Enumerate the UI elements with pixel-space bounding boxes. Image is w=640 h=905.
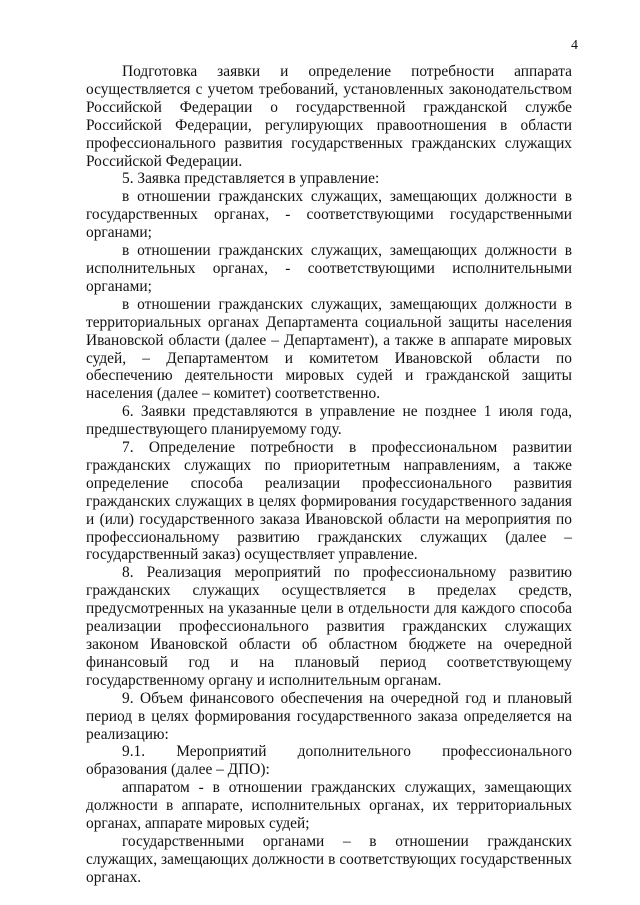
paragraph-6: 6. Заявки представляются в управление не позднее 1 июля года, предшествующего планируемому году. bbox=[86, 403, 572, 439]
paragraph-9: 9. Объем финансового обеспечения на очередной год и плановый период в целях формирования государственного заказа определяется на реализацию: bbox=[86, 689, 572, 743]
document-body bbox=[86, 63, 572, 887]
paragraph-5: 5. Заявка представляется в управление: bbox=[122, 170, 380, 188]
paragraph-9-1-state-bodies: государственными органами – в отношении гражданских служащих, замещающих должности в соответствующих государственных органах. bbox=[86, 832, 572, 886]
paragraph-5-territorial-bodies: в отношении гражданских служащих, замещающих должности в территориальных органах Департамента социальной защиты населения Ивановской области (далее – Департамент), а также в аппарате мировых судей, – Департаментом и комитетом Ивановской области по обеспечению деятельности мировых судей и гражданской защиты населения (далее – комитет) соответственно. bbox=[86, 295, 572, 403]
paragraph-5-executive-bodies: в отношении гражданских служащих, замещающих должности в исполнительных органах, - соответствующими исполнительными органами; bbox=[86, 242, 572, 295]
page-number: 4 bbox=[571, 38, 578, 53]
paragraph-9-1: 9.1. Мероприятий дополнительного профессионального образования (далее – ДПО): bbox=[86, 743, 572, 779]
paragraph-7: 7. Определение потребности в профессиональном развитии гражданских служащих по приоритетным направлениям, а также определение способа реализации профессионального развития гражданских служащих в целях формирования государственного задания и (или) государственного заказа Ивановской области на мероприятия по профессиональному развитию гражданских служащих (далее – государственный заказ) осуществляет управление. bbox=[86, 439, 572, 564]
paragraph-9-1-apparatus: аппаратом - в отношении гражданских служащих, замещающих должности в аппарате, исполнительных органах, их территориальных органах, аппарате мировых судей; bbox=[86, 779, 572, 833]
paragraph-5-state-bodies: в отношении гражданских служащих, замещающих должности в государственных органах, - соответствующими государственными органами; bbox=[86, 188, 572, 242]
paragraph-8: 8. Реализация мероприятий по профессиональному развитию гражданских служащих осуществляется в пределах средств, предусмотренных на указанные цели в отдельности для каждого способа реализации профессионального развития гражданских служащих законом Ивановской области об областном бюджете на очередной финансовый год и на плановый период соответствующему государственному органу и исполнительным органам. bbox=[86, 564, 572, 689]
paragraph-application-preparation: Подготовка заявки и определение потребности аппарата осуществляется с учетом требований, установленных законодательством Российской Федерации о государственной гражданской службе Российской Федерации, регулирующих правоотношения в области профессионального развития государственных гражданских служащих Российской Федерации. bbox=[86, 63, 572, 170]
